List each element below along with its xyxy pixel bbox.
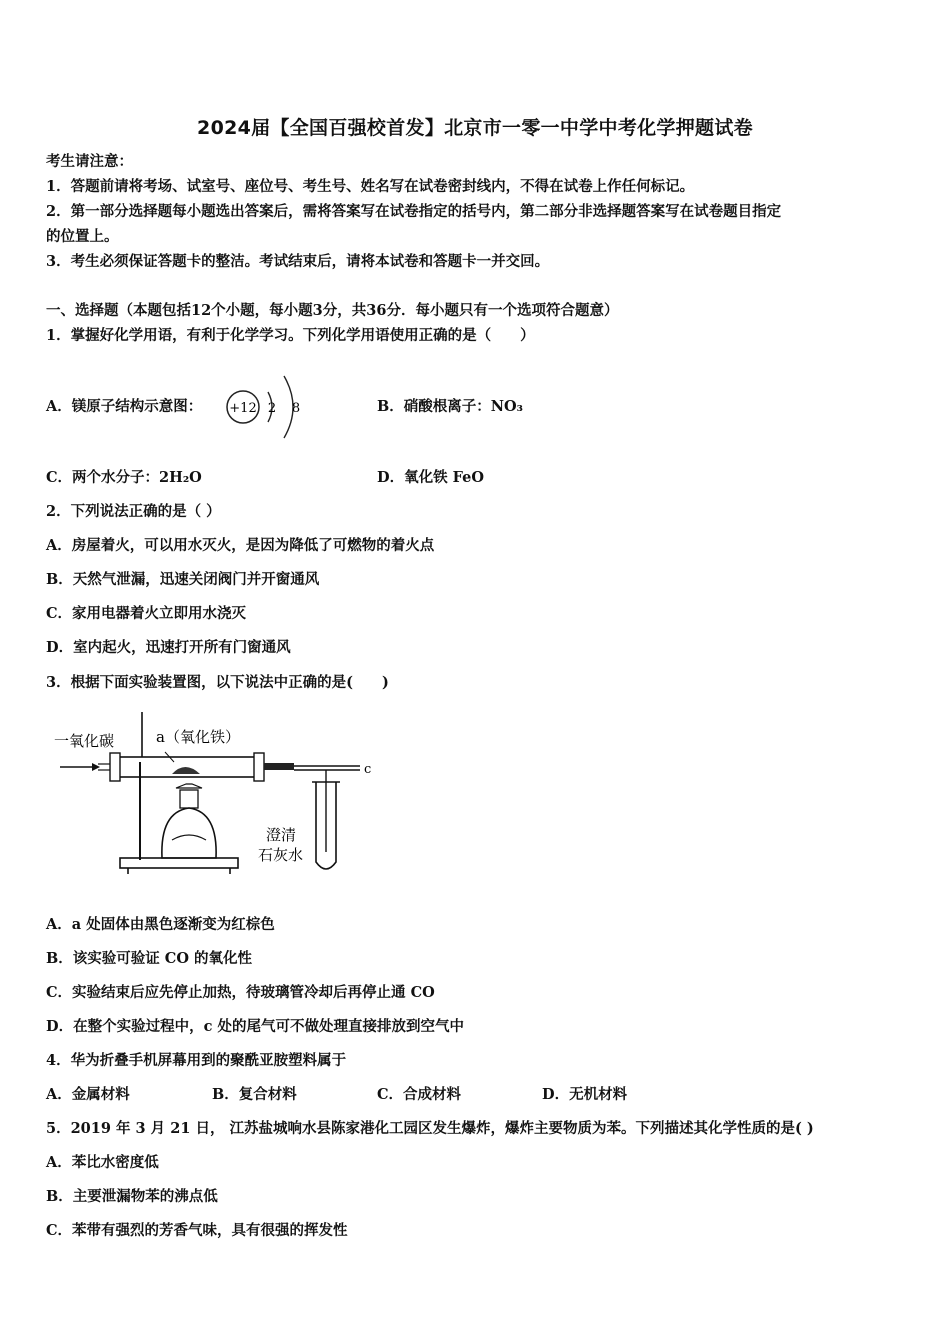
q2-stem: 2．下列说法正确的是（ ） <box>46 503 221 520</box>
shell-1-count: 2 <box>267 401 277 416</box>
q1-option-b: B．硝酸根离子：NO₃ <box>377 398 523 415</box>
label-limewater-1: 澄清 <box>266 826 297 844</box>
label-co: 一氧化碳 <box>54 732 115 750</box>
q2-option-c: C．家用电器着火立即用水浇灭 <box>46 605 247 622</box>
q3-stem: 3．根据下面实验装置图，以下说法中正确的是( ) <box>46 674 389 691</box>
label-limewater-2: 石灰水 <box>258 846 304 864</box>
co-reduction-apparatus <box>50 712 380 882</box>
q4-option-a: A．金属材料 <box>46 1086 130 1103</box>
label-a-iron-oxide: a（氧化铁） <box>156 728 240 746</box>
q2-option-a: A．房屋着火，可以用水灭火，是因为降低了可燃物的着火点 <box>46 537 435 554</box>
iron-oxide-sample <box>172 767 200 774</box>
notice-item-2: 2．第一部分选择题每小题选出答案后，需将答案写在试卷指定的括号内，第二部分非选择题答案写在试卷题目指定 <box>46 203 782 220</box>
exam-title: 2024届【全国百强校首发】北京市一零一中学中考化学押题试卷 <box>197 117 753 139</box>
q5-option-c: C．苯带有强烈的芳香气味，具有很强的挥发性 <box>46 1222 348 1239</box>
q5-option-a: A．苯比水密度低 <box>46 1154 159 1171</box>
q5-option-b: B．主要泄漏物苯的沸点低 <box>46 1188 218 1205</box>
atom-diagram <box>224 362 314 452</box>
q4-option-d: D．无机材料 <box>542 1086 628 1103</box>
label-c: c <box>364 762 372 777</box>
q2-option-d: D．室内起火，迅速打开所有门窗通风 <box>46 639 291 656</box>
q3-option-a: A．a 处固体由黑色逐渐变为红棕色 <box>46 916 275 933</box>
q5-stem: 5．2019 年 3 月 21 日， 江苏盐城响水县陈家港化工园区发生爆炸，爆炸主要物质为苯。下列描述其化学性质的是( ) <box>46 1120 814 1137</box>
q1-option-a: A．镁原子结构示意图： <box>46 398 203 415</box>
rubber-tube <box>264 763 294 770</box>
notice-item-1: 1．答题前请将考场、试室号、座位号、考生号、姓名写在试卷密封线内，不得在试卷上作任何标记。 <box>46 178 695 195</box>
stand-base <box>120 858 238 868</box>
q1-option-c: C．两个水分子：2H₂O <box>46 469 202 486</box>
notice-item-2-cont: 的位置上。 <box>46 228 119 245</box>
q4-stem: 4．华为折叠手机屏幕用到的聚酰亚胺塑料属于 <box>46 1052 347 1069</box>
q3-option-d: D．在整个实验过程中，c 处的尾气可不做处理直接排放到空气中 <box>46 1018 464 1035</box>
stopper-right <box>254 753 264 781</box>
stopper-left <box>110 753 120 781</box>
q4-option-b: B．复合材料 <box>212 1086 297 1103</box>
q1-option-d: D．氧化铁 FeO <box>377 469 484 486</box>
burner-body <box>162 808 216 858</box>
notice-heading: 考生请注意： <box>46 153 133 170</box>
section-heading: 一、选择题（本题包括12个小题，每小题3分，共36分．每小题只有一个选项符合题意） <box>46 302 619 319</box>
q1-stem: 1．掌握好化学用语，有利于化学学习。下列化学用语使用正确的是（ ） <box>46 327 535 344</box>
nucleus-label: +12 <box>229 401 257 416</box>
q3-option-b: B．该实验可验证 CO 的氧化性 <box>46 950 253 967</box>
q2-option-b: B．天然气泄漏，迅速关闭阀门并开窗通风 <box>46 571 320 588</box>
q3-option-c: C．实验结束后应先停止加热，待玻璃管冷却后再停止通 CO <box>46 984 435 1001</box>
shell-2-count: 8 <box>291 401 301 416</box>
q4-option-c: C．合成材料 <box>377 1086 462 1103</box>
burner-neck <box>180 790 198 808</box>
notice-item-3: 3．考生必须保证答题卡的整洁。考试结束后，请将本试卷和答题卡一并交回。 <box>46 253 550 270</box>
flame <box>176 784 202 788</box>
